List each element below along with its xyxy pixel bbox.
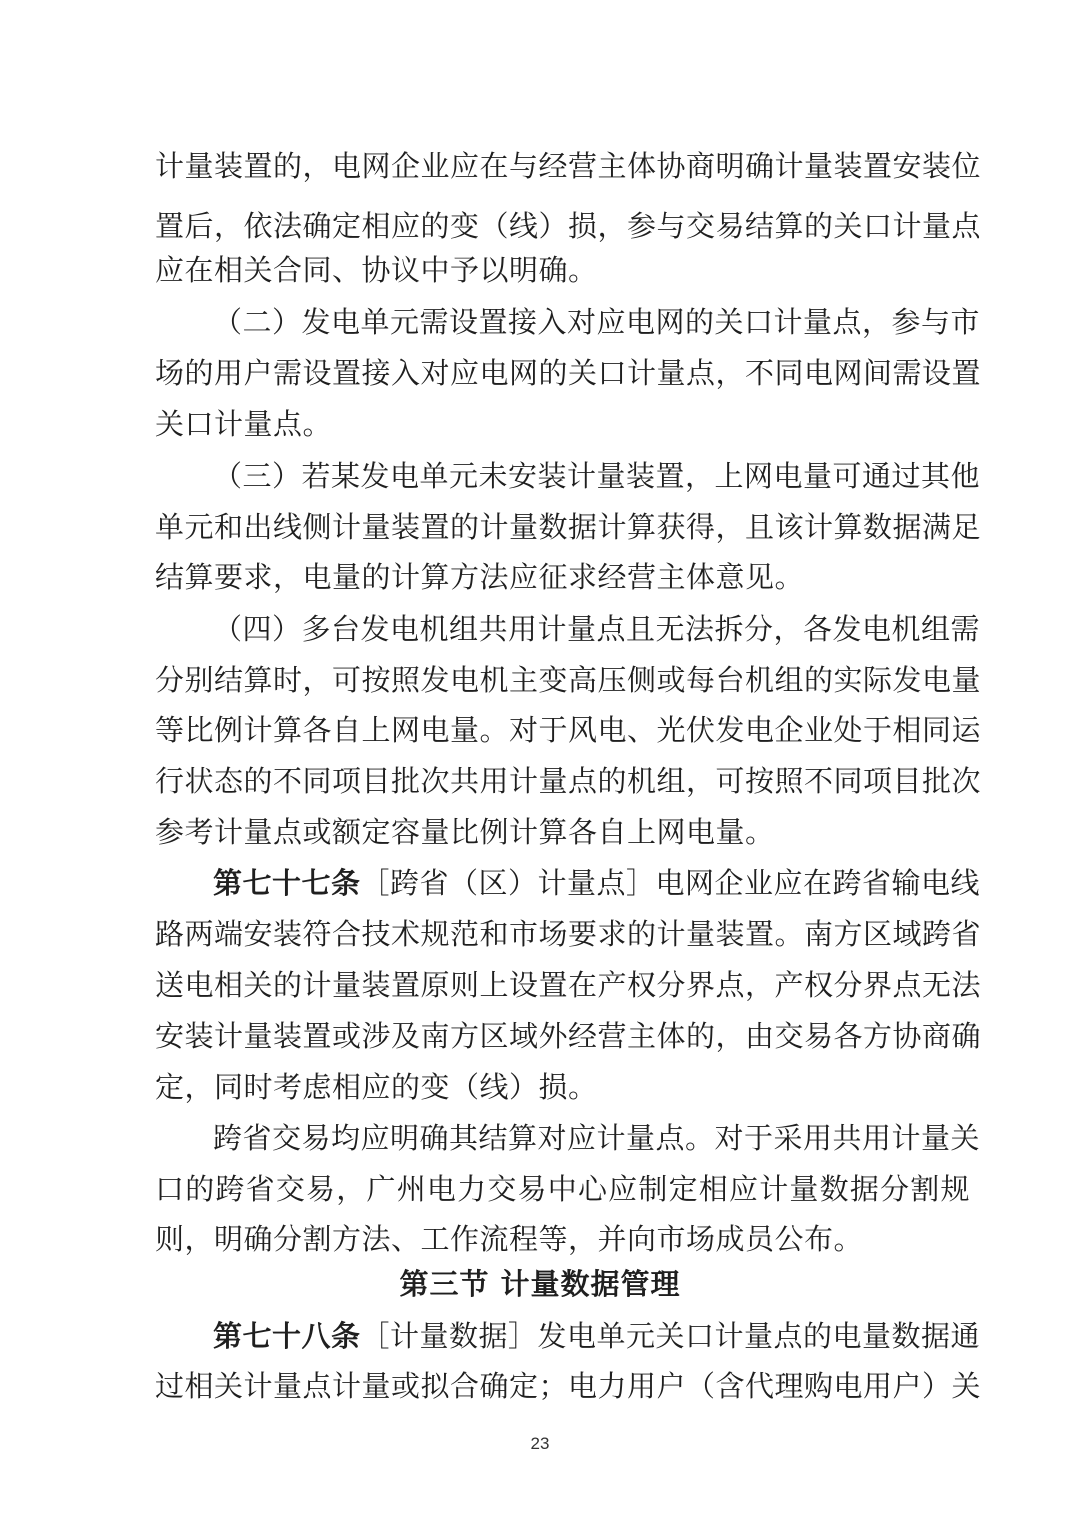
body-line: 置后，依法确定相应的变（线）损，参与交易结算的关口计量点 <box>155 209 982 243</box>
body-line: 安装计量装置或涉及南方区域外经营主体的，由交易各方协商确 <box>155 1019 982 1053</box>
body-line: 送电相关的计量装置原则上设置在产权分界点，产权分界点无法 <box>155 968 982 1002</box>
body-line: 口的跨省交易，广州电力交易中心应制定相应计量数据分割规 <box>155 1172 970 1206</box>
body-line: 场的用户需设置接入对应电网的关口计量点，不同电网间需设置 <box>155 356 982 390</box>
body-line: 参考计量点或额定容量比例计算各自上网电量。 <box>155 815 775 849</box>
body-line: 计量装置的，电网企业应在与经营主体协商明确计量装置安装位 <box>155 149 982 183</box>
body-line: 路两端安装符合技术规范和市场要求的计量装置。南方区域跨省 <box>155 917 982 951</box>
article-78-label: 第七十八条 <box>213 1319 361 1353</box>
section-heading: 第三节 计量数据管理 <box>399 1267 681 1301</box>
body-line: 定，同时考虑相应的变（线）损。 <box>155 1070 598 1104</box>
body-line: 应在相关合同、协议中予以明确。 <box>155 253 598 287</box>
body-line: （三）若某发电单元未安装计量装置，上网电量可通过其他 <box>213 459 981 493</box>
article-78-text: ［计量数据］发电单元关口计量点的电量数据通 <box>360 1319 981 1353</box>
article-77-label: 第七十七条 <box>213 866 361 900</box>
body-line: 结算要求，电量的计算方法应征求经营主体意见。 <box>155 560 805 594</box>
article-77-first-line <box>213 863 981 903</box>
article-78-first-line <box>213 1316 981 1356</box>
body-line: 过相关计量点计量或拟合确定；电力用户（含代理购电用户）关 <box>155 1369 982 1403</box>
body-line: （二）发电单元需设置接入对应电网的关口计量点，参与市 <box>213 305 981 339</box>
page-number: 23 <box>530 1434 550 1453</box>
body-line: 关口计量点。 <box>155 407 333 441</box>
article-77-text: ［跨省（区）计量点］电网企业应在跨省输电线 <box>360 866 981 900</box>
body-line: 单元和出线侧计量装置的计量数据计算获得，且该计算数据满足 <box>155 510 982 544</box>
body-line: 分别结算时，可按照发电机主变高压侧或每台机组的实际发电量 <box>155 663 982 697</box>
body-line: （四）多台发电机组共用计量点且无法拆分，各发电机组需 <box>213 612 981 646</box>
body-line: 行状态的不同项目批次共用计量点的机组，可按照不同项目批次 <box>155 764 982 798</box>
body-line: 跨省交易均应明确其结算对应计量点。对于采用共用计量关 <box>213 1121 981 1155</box>
body-line: 则，明确分割方法、工作流程等，并向市场成员公布。 <box>155 1222 864 1256</box>
body-line: 等比例计算各自上网电量。对于风电、光伏发电企业处于相同运 <box>155 713 982 747</box>
